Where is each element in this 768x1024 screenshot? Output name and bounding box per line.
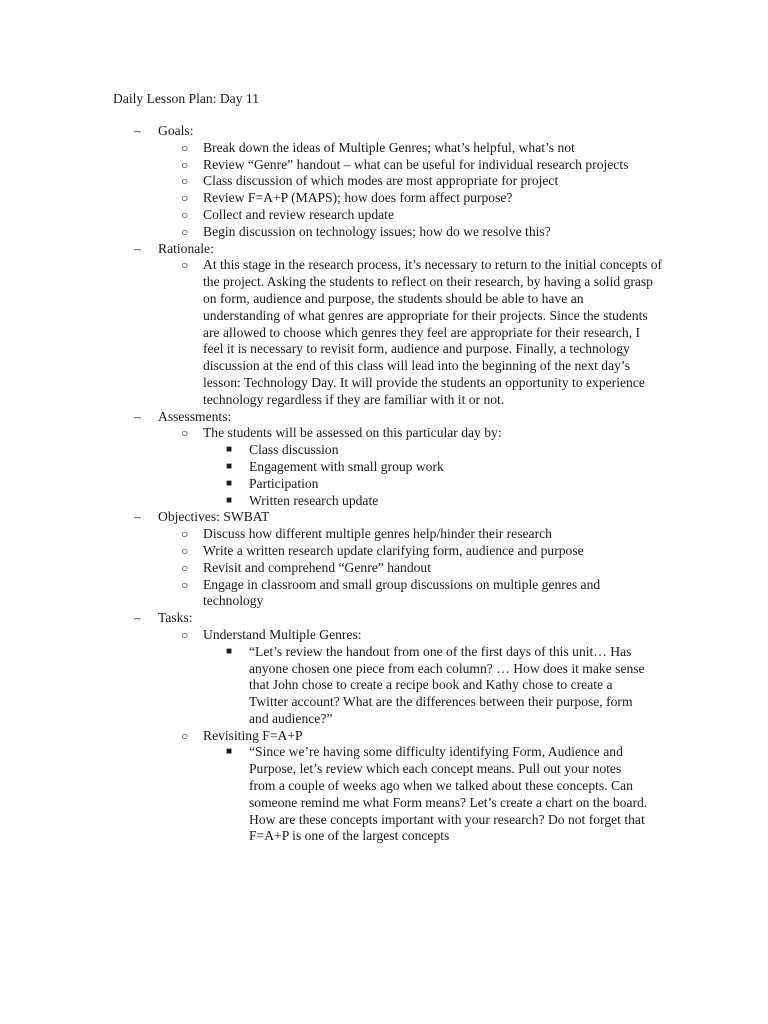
list-item-text: Write a written research update clarifying form, audience and purpose [203,542,584,558]
quote-text: “Since we’re having some difficulty identifying Form, Audience and Purpose, let’s review which each concept means. Pull out your notes from a couple of weeks ago when we talked about these concepts. Can someone remind me what Form means? Let’s create a chart on the board. How are these concepts important with your research? Do not forget that F=A+P is one of the largest concepts [249,744,648,844]
square-bullet: ■ [226,645,233,657]
list-item [0,560,663,577]
list-item [0,190,663,207]
sub-list-item [0,476,649,493]
rationale-heading [0,241,768,258]
assessments-section [0,409,768,510]
sub-list-item [0,493,649,510]
list-item-text: Begin discussion on technology issues; how do we resolve this? [203,223,551,239]
circle-bullet: ○ [181,560,189,575]
list-item [0,207,663,224]
goals-section [0,123,768,241]
list-item-text: The students will be assessed on this particular day by: [203,425,502,441]
assessments-heading [0,409,768,426]
dash-bullet: – [134,509,141,525]
circle-bullet: ○ [181,207,189,222]
list-item-text: Engage in classroom and small group discussions on multiple genres and technology [203,576,601,609]
square-bullet: ■ [226,477,233,489]
list-item-text: Break down the ideas of Multiple Genres; what’s helpful, what’s not [203,139,575,155]
circle-bullet: ○ [181,140,189,155]
circle-bullet: ○ [181,174,189,189]
circle-bullet: ○ [181,258,189,273]
heading-text: Goals: [158,123,194,138]
list-item-text: Class discussion [249,442,339,458]
sub-list-item [0,644,649,728]
objectives-section [0,509,768,610]
heading-text: Tasks: [158,610,193,626]
circle-bullet: ○ [181,577,189,592]
rationale-paragraph [0,257,663,408]
dash-bullet: – [134,408,141,424]
list-item [0,543,663,560]
sub-list-item [0,442,649,459]
dash-bullet: – [134,123,141,138]
list-item [0,526,663,543]
objectives-heading [0,509,768,526]
list-item-text: Review F=A+P (MAPS); how does form affect purpose? [203,190,513,206]
circle-bullet: ○ [181,543,189,558]
list-item-text: Revisit and comprehend “Genre” handout [203,559,431,575]
paragraph-text: At this stage in the research process, it’s necessary to return to the initial concepts of the project. Asking the students to reflect on their research, by having a solid grasp on form, audience and purpose, the students should be able to have an understanding of what genres are appropriate for their projects. Since the students are allowed to choose which genres they feel are appropriate for their research, I feel it is necessary to revisit form, audience and purpose. Finally, a technology discussion at the end of this class will lead into the beginning of the next day’s lesson: Technology Day. It will provide the students an opportunity to experience technology regardless if they are familiar with it or not. [203,257,663,407]
goals-heading [0,123,768,140]
circle-bullet: ○ [181,157,189,172]
circle-bullet: ○ [181,728,189,743]
tasks-heading [0,610,768,627]
circle-bullet: ○ [181,627,189,642]
square-bullet: ■ [226,746,233,758]
list-item-text: Revisiting F=A+P [203,727,303,743]
list-item [0,224,663,241]
square-bullet: ■ [226,444,233,456]
dash-bullet: – [134,240,141,256]
list-item [0,627,663,644]
page-title: Daily Lesson Plan: Day 11 [113,91,259,106]
heading-text: Objectives: SWBAT [158,509,270,525]
square-bullet: ■ [226,460,233,472]
list-item-text: Understand Multiple Genres: [203,626,362,642]
dash-bullet: – [134,610,141,626]
circle-bullet: ○ [181,527,189,542]
circle-bullet: ○ [181,191,189,206]
sub-list-item [0,459,649,476]
sub-list-item [0,744,649,845]
list-item [0,173,663,190]
list-item [0,728,663,745]
list-item [0,425,663,442]
tasks-section [0,610,768,845]
heading-text: Assessments: [158,408,232,424]
heading-text: Rationale: [158,240,214,256]
rationale-section [0,241,768,409]
square-bullet: ■ [226,494,233,506]
list-item-text: Engagement with small group work [249,458,444,474]
list-item-text: Discuss how different multiple genres help/hinder their research [203,526,552,542]
quote-text: “Let’s review the handout from one of the first days of this unit… Has anyone chosen one piece from each column? … How does it make sense that John chose to create a recipe book and Kathy chose to create a Twitter account? What are the differences between their purpose, form and audience?” [249,643,645,726]
list-item-text: Participation [249,475,319,491]
list-item [0,157,663,174]
lesson-sections [0,123,768,845]
list-item-text: Class discussion of which modes are most appropriate for project [203,173,559,189]
list-item-text: Written research update [249,492,379,508]
circle-bullet: ○ [181,224,189,239]
circle-bullet: ○ [181,426,189,441]
list-item-text: Collect and review research update [203,206,394,222]
list-item [0,577,663,611]
list-item [0,140,663,157]
list-item-text: Review “Genre” handout – what can be useful for individual research projects [203,156,629,172]
